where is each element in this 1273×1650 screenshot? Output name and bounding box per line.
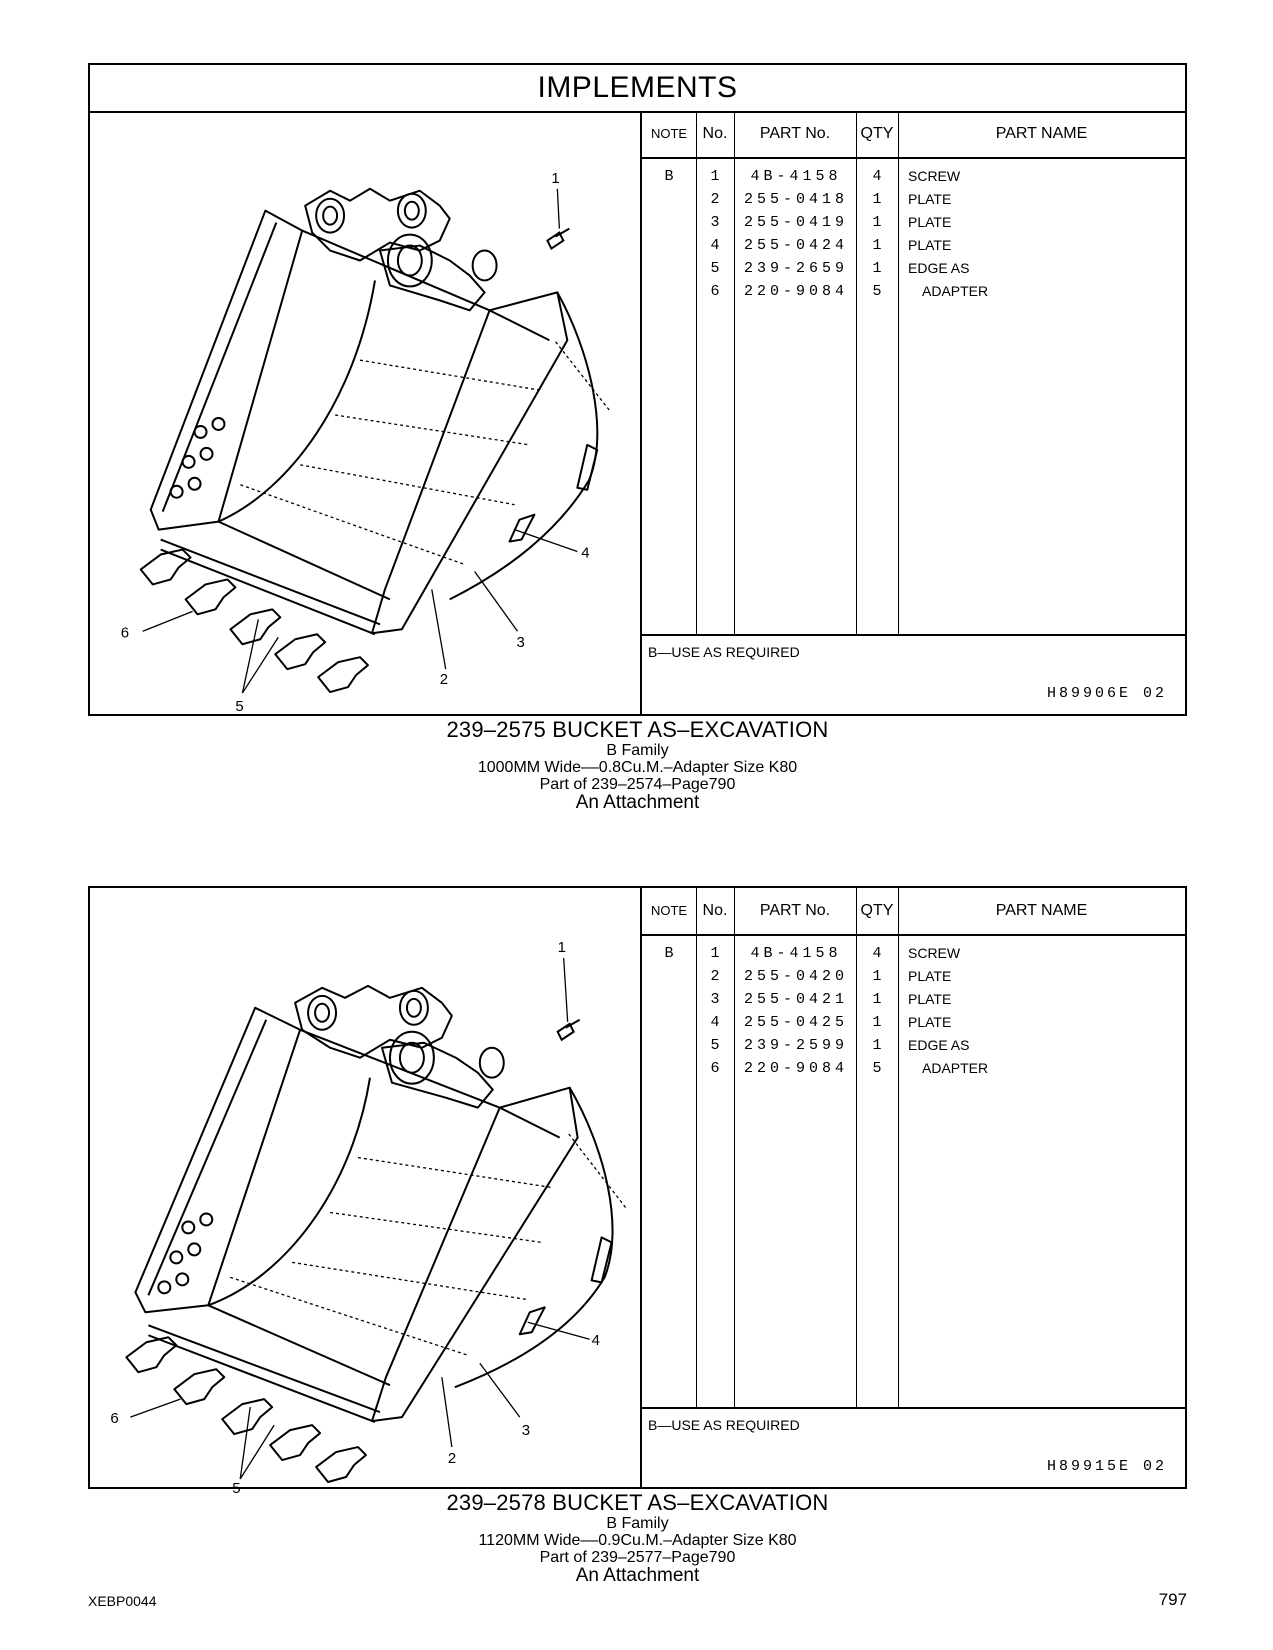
col-part-no: PART No.	[759, 902, 831, 919]
callout-3: 3	[516, 634, 525, 652]
col-part-no: PART No.	[759, 125, 831, 142]
part-number-cell: 239-2659	[743, 260, 848, 277]
table-row	[642, 257, 1185, 280]
assembly-spec: 1120MM Wide––0.9Cu.M.–Adapter Size K80	[478, 1532, 797, 1549]
part-name-cell: EDGE AS	[908, 260, 970, 276]
callout-6: 6	[120, 624, 130, 642]
bucket-drawing-svg-2	[90, 888, 640, 1497]
assembly-family: B Family	[606, 742, 669, 759]
callout-1: 1	[551, 169, 560, 187]
callout-labels-1	[121, 170, 590, 715]
col-note: NOTE	[650, 903, 688, 918]
table-row	[642, 234, 1185, 257]
quantity-cell: 1	[872, 214, 882, 231]
part-name-cell: EDGE AS	[908, 1037, 970, 1053]
table-row	[642, 211, 1185, 234]
item-number-cell: 2	[710, 968, 720, 985]
col-part-name: PART NAME	[995, 902, 1088, 919]
bucket-illustration-1	[90, 111, 640, 714]
part-number-cell: 255-0418	[743, 191, 848, 208]
part-number-cell: 220-9084	[743, 283, 848, 300]
assembly-caption-2	[88, 1491, 1187, 1585]
quantity-cell: 1	[872, 991, 882, 1008]
part-name-cell: PLATE	[908, 191, 952, 207]
part-number-cell: 4B-4158	[750, 945, 842, 962]
parts-panel-1	[88, 63, 1187, 716]
page-title: IMPLEMENTS	[90, 65, 1185, 113]
quantity-cell: 1	[872, 191, 882, 208]
callout-5: 5	[235, 698, 244, 716]
assembly-part-of: Part of 239–2577–Page790	[539, 1549, 736, 1566]
part-name-cell: PLATE	[908, 1014, 952, 1030]
part-name-cell: SCREW	[908, 945, 961, 961]
item-number-cell: 4	[710, 237, 720, 254]
quantity-cell: 1	[872, 1014, 882, 1031]
callout-6: 6	[110, 1410, 119, 1428]
part-name-cell: PLATE	[908, 237, 952, 253]
note-text: B—USE AS REQUIRED	[648, 1417, 800, 1433]
table-row	[642, 1057, 1185, 1080]
quantity-cell: 1	[872, 260, 882, 277]
illustration-code: H89906E 02	[1046, 685, 1167, 702]
part-name-cell: PLATE	[908, 991, 952, 1007]
col-note: NOTE	[650, 126, 688, 141]
part-number-cell: 255-0424	[743, 237, 848, 254]
table-row	[642, 965, 1185, 988]
parts-table-header-1	[642, 111, 1185, 159]
table-row	[642, 988, 1185, 1011]
assembly-attachment: An Attachment	[575, 1565, 700, 1586]
part-name-cell: PLATE	[908, 968, 952, 984]
item-number-cell: 6	[710, 283, 720, 300]
table-row	[642, 942, 1185, 965]
part-number-cell: 255-0421	[743, 991, 848, 1008]
item-number-cell: 1	[710, 168, 720, 185]
item-number-cell: 3	[710, 214, 720, 231]
assembly-family: B Family	[606, 1515, 669, 1532]
quantity-cell: 5	[872, 1060, 882, 1077]
part-number-cell: 239-2599	[743, 1037, 848, 1054]
callout-1: 1	[557, 938, 567, 956]
part-number-cell: 255-0420	[743, 968, 848, 985]
note-cell: B	[664, 168, 674, 185]
assembly-title: 239–2578 BUCKET AS–EXCAVATION	[446, 1490, 829, 1515]
table-row	[642, 188, 1185, 211]
bucket-illustration-2	[90, 888, 640, 1497]
part-name-cell: PLATE	[908, 214, 952, 230]
item-number-cell: 4	[710, 1014, 720, 1031]
callout-4: 4	[591, 1332, 600, 1350]
illustration-code: H89915E 02	[1046, 1458, 1167, 1475]
assembly-attachment: An Attachment	[575, 792, 700, 813]
quantity-cell: 1	[872, 237, 882, 254]
notes-area-2	[642, 1407, 1185, 1487]
col-qty: QTY	[860, 125, 894, 142]
part-name-cell: ADAPTER	[922, 283, 989, 299]
callout-5: 5	[232, 1479, 241, 1497]
notes-area-1	[642, 634, 1185, 714]
item-number-cell: 5	[710, 1037, 720, 1054]
assembly-part-of: Part of 239–2574–Page790	[539, 776, 736, 793]
parts-table-1	[640, 111, 1185, 714]
quantity-cell: 1	[872, 1037, 882, 1054]
document-id: XEBP0044	[88, 1593, 157, 1609]
assembly-title: 239–2575 BUCKET AS–EXCAVATION	[446, 717, 829, 742]
assembly-spec: 1000MM Wide––0.8Cu.M.–Adapter Size K80	[477, 759, 798, 776]
quantity-cell: 4	[872, 168, 882, 185]
quantity-cell: 5	[872, 283, 882, 300]
parts-rows-1	[642, 165, 1185, 303]
note-text: B—USE AS REQUIRED	[648, 644, 800, 660]
part-name-cell: ADAPTER	[922, 1060, 989, 1076]
item-number-cell: 1	[710, 945, 720, 962]
part-number-cell: 4B-4158	[750, 168, 842, 185]
table-row	[642, 1011, 1185, 1034]
item-number-cell: 3	[710, 991, 720, 1008]
table-row	[642, 1034, 1185, 1057]
item-number-cell: 2	[710, 191, 720, 208]
note-cell: B	[664, 945, 674, 962]
parts-table-header-2	[642, 888, 1185, 936]
item-number-cell: 5	[710, 260, 720, 277]
quantity-cell: 4	[872, 945, 882, 962]
table-row	[642, 280, 1185, 303]
col-qty: QTY	[860, 902, 894, 919]
callout-2: 2	[447, 1450, 457, 1468]
part-number-cell: 255-0425	[743, 1014, 848, 1031]
col-part-name: PART NAME	[995, 125, 1088, 142]
col-no: No.	[702, 902, 728, 919]
item-number-cell: 6	[710, 1060, 720, 1077]
callout-4: 4	[581, 544, 590, 562]
part-number-cell: 255-0419	[743, 214, 848, 231]
part-number-cell: 220-9084	[743, 1060, 848, 1077]
table-row	[642, 165, 1185, 188]
part-name-cell: SCREW	[908, 168, 961, 184]
col-no: No.	[702, 125, 728, 142]
callout-2: 2	[439, 671, 449, 689]
callout-3: 3	[521, 1422, 531, 1440]
quantity-cell: 1	[872, 968, 882, 985]
bucket-drawing-svg-1	[90, 111, 640, 714]
assembly-caption-1	[88, 718, 1187, 812]
page-number: 797	[1158, 1590, 1187, 1609]
parts-rows-2	[642, 942, 1185, 1080]
parts-table-2	[640, 888, 1185, 1487]
parts-panel-2	[88, 886, 1187, 1497]
